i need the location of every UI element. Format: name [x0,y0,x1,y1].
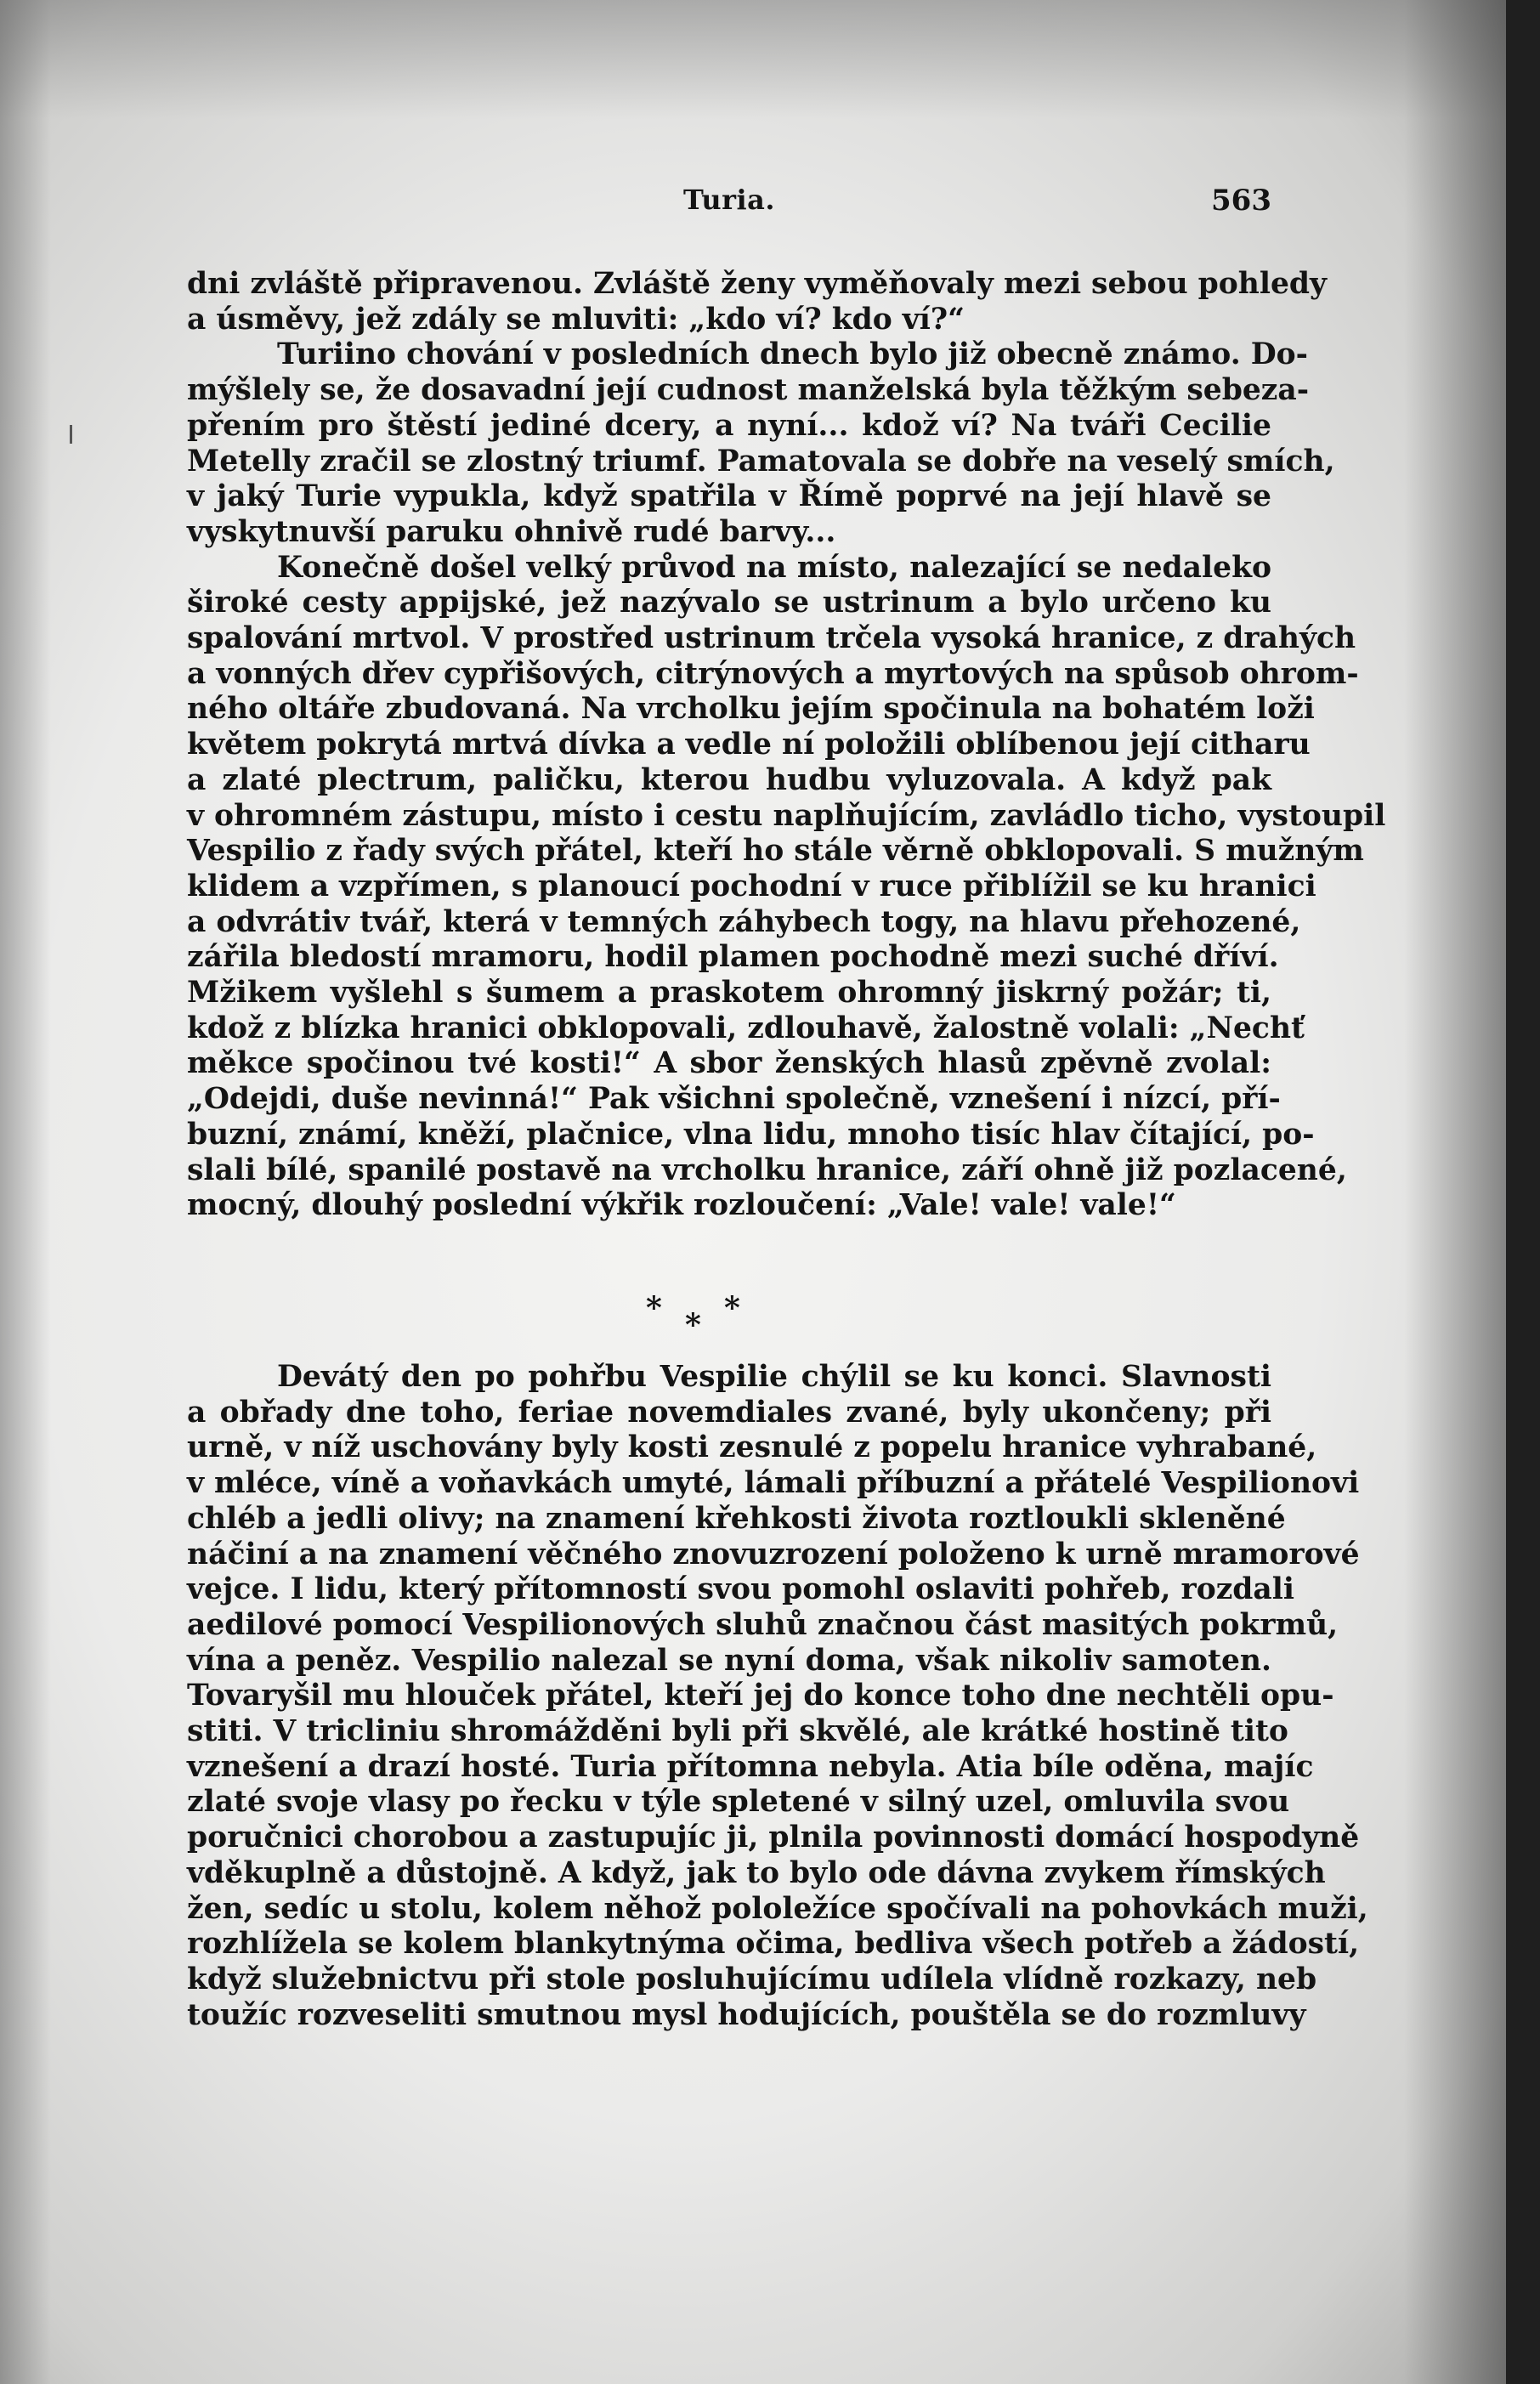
margin-mark [70,425,79,444]
text-line: široké cesty appijské, jež nazývalo se ustrinum a bylo určeno ku [187,586,1271,620]
text-line: v ohromném zástupu, místo i cestu naplňujícím, zavládlo ticho, vystoupil [187,798,1386,833]
text-line: toužíc rozveseliti smutnou mysl hodujících, pouštěla se do rozmluvy [187,1997,1306,2032]
text-line: zlaté svoje vlasy po řecku v týle spletené v silný uzel, omluvila svou [187,1785,1290,1820]
text-line: aedilové pomocí Vespilionových sluhů značnou část masitých pokrmů, [187,1607,1339,1642]
page-number: 563 [1211,184,1271,218]
text-line: Vespilio z řady svých přátel, kteří ho stále věrně obklopovali. S mužným [187,834,1364,869]
text-line: náčiní a na znamení věčného znovuzrození položeno k urně mramorové [187,1537,1360,1571]
running-title: Turia. [682,184,776,216]
text-line: a odvrátiv tvář, která v temných záhybech togy, na hlavu přehozené, [187,904,1301,939]
text-line: a zlaté plectrum, paličku, kterou hudbu vyluzovala. A když pak [187,762,1271,797]
text-line: klidem a vzpřímen, s planoucí pochodní v ruce přiblížil se ku hranici [187,869,1316,903]
text-line: když služebnictvu při stole posluhujícímu udílela vlídně rozkazy, neb [187,1962,1317,1996]
text-line: urně, v níž uschovány byly kosti zesnulé z popelu hranice vyhrabané, [187,1430,1317,1465]
text-line: a úsměvy, jež zdály se mluviti: „kdo ví? kdo ví?“ [187,302,965,337]
text-line: a obřady dne toho, feriae novemdiales zvané, byly ukončeny; při [187,1395,1271,1430]
asterisk: * [685,1307,701,1343]
page-shadow-right [1404,0,1506,2384]
text-line: poručnici chorobou a zastupujíc ji, plnila povinnosti domácí hospodyně [187,1821,1360,1855]
text-line: mocný, dlouhý poslední výkřik rozloučení: „Vale! vale! vale!“ [187,1188,1176,1223]
text-line: přením pro štěstí jediné dcery, a nyní... kdož ví? Na tváři Cecilie [187,408,1271,443]
running-head [187,184,1271,221]
text-line: rozhlížela se kolem blankytnýma očima, bedliva všech potřeb a žádostí, [187,1927,1360,1962]
page-shadow-left [0,0,51,2384]
text-line: Metelly zračil se zlostný triumf. Pamatovala se dobře na veselý smích, [187,444,1335,478]
text-line: žen, sedíc u stolu, kolem něhož pololežíce spočívali na pohovkách muži, [187,1891,1368,1926]
text-line: mýšlely se, že dosavadní její cudnost manželská byla těžkým sebeza- [187,373,1310,408]
text-line: buzní, známí, kněží, plačnice, vlna lidu, mnoho tisíc hlav čítající, po- [187,1117,1315,1152]
text-line: Devátý den po pohřbu Vespilie chýlil se ku konci. Slavnosti [277,1360,1271,1394]
text-line: „Odejdi, duše nevinná!“ Pak všichni společně, vznešení i nízcí, pří- [187,1082,1281,1117]
text-line: zářila bledostí mramoru, hodil plamen pochodně mezi suché dříví. [187,940,1279,975]
text-line: spalování mrtvol. V prostřed ustrinum trčela vysoká hranice, z drahých [187,621,1356,656]
text-line: chléb a jedli olivy; na znamení křehkosti života roztloukli skleněné [187,1501,1286,1536]
text-line: Konečně došel velký průvod na místo, nalezající se nedaleko [277,550,1271,585]
text-line: ného oltáře zbudovaná. Na vrcholku jejím spočinula na bohatém loži [187,692,1315,727]
text-line: v mléce, víně a voňavkách umyté, lámali příbuzní a přátelé Vespilionovi [187,1466,1360,1501]
text-line: vznešení a drazí hosté. Turia přítomna nebyla. Atia bíle oděna, majíc [187,1749,1314,1784]
text-line: dni zvláště připravenou. Zvláště ženy vyměňovaly mezi sebou pohledy [187,267,1328,301]
text-line: vděkuplně a důstojně. A když, jak to bylo ode dávna zvykem římských [187,1855,1326,1890]
text-line: Tovaryšil mu hlouček přátel, kteří jej do konce toho dne nechtěli opu- [187,1679,1334,1713]
text-line: vyskytnuvší paruku ohnivě rudé barvy... [187,514,836,549]
text-line: květem pokrytá mrtvá dívka a vedle ní položili oblíbenou její citharu [187,728,1311,762]
text-line: slali bílé, spanilé postavě na vrcholku hranice, září ohně již pozlacené, [187,1152,1347,1187]
text-block-part1 [187,267,1386,1224]
text-line: vína a peněz. Vespilio nalezal se nyní doma, však nikoliv samoten. [187,1643,1271,1678]
text-line: v jaký Turie vypukla, když spatřila v Římě poprvé na její hlavě se [187,479,1271,514]
text-line: a vonných dřev cypřišových, citrýnových a myrtových na spůsob ohrom- [187,656,1359,691]
text-line: stiti. V tricliniu shromážděni byli při skvělé, ale krátké hostině tito [187,1714,1288,1749]
asterisk: * [646,1290,662,1326]
section-break-asterism [646,1290,782,1341]
asterisk: * [724,1290,740,1326]
text-line: Mžikem vyšlehl s šumem a praskotem ohromný jiskrný požár; ti, [187,976,1271,1011]
text-line: Turiino chování v posledních dnech bylo již obecně známo. Do- [277,337,1308,372]
text-line: měkce spočinou tvé kosti!“ A sbor ženských hlasů zpěvně zvolal: [187,1046,1271,1081]
text-block-part2 [187,1360,1368,2033]
text-line: vejce. I lidu, který přítomností svou pomohl oslaviti pohřeb, rozdali [187,1572,1294,1607]
page-shadow-top [0,0,1506,119]
text-line: kdož z blízka hranici obklopovali, zdlouhavě, žalostně volali: „Nechť [187,1011,1305,1045]
